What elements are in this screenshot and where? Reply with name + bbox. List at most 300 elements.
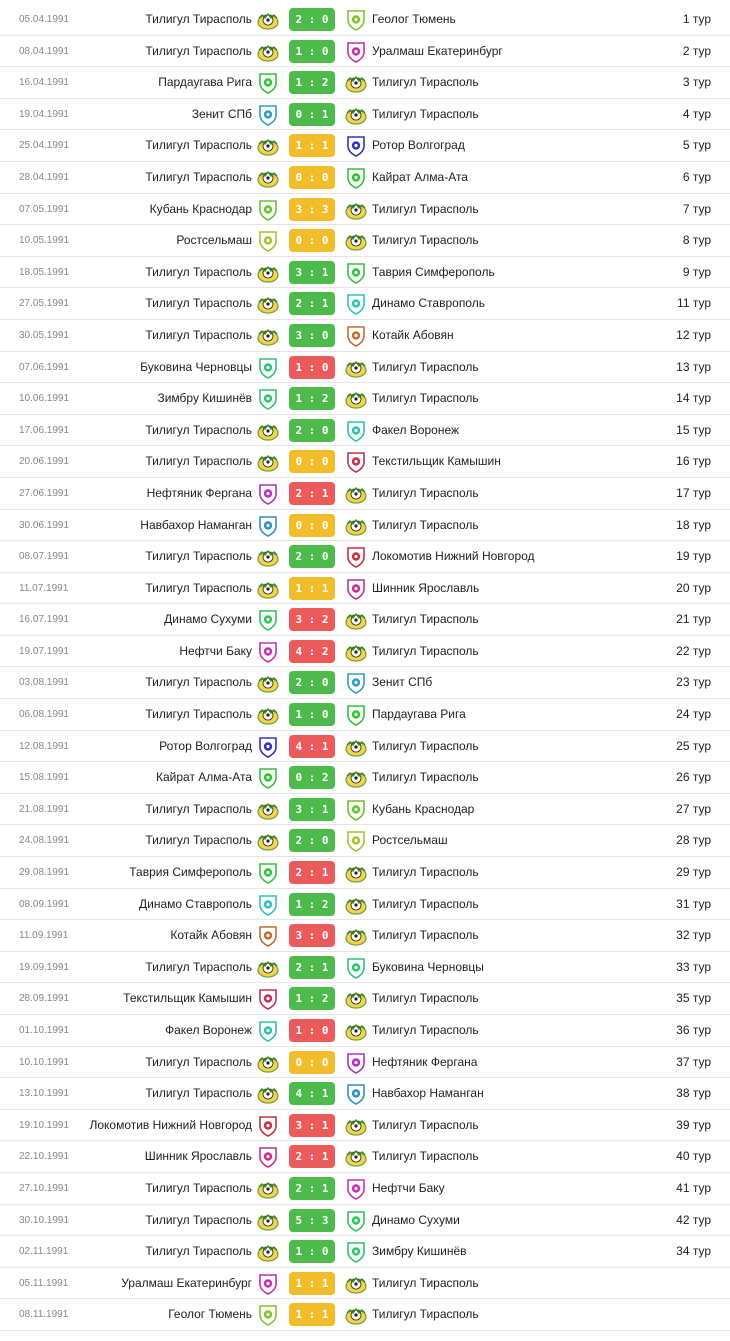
home-team-name[interactable]: Тилигул Тирасполь [145, 43, 252, 58]
home-team-name[interactable]: Тилигул Тирасполь [145, 169, 252, 184]
home-team-name[interactable]: Навбахор Наманган [140, 517, 252, 532]
match-row[interactable] [0, 1078, 730, 1110]
home-team-logo-icon[interactable] [257, 515, 279, 537]
match-score[interactable]: 1 : 2 [289, 893, 335, 916]
match-row[interactable] [0, 1015, 730, 1047]
away-team-name[interactable]: Тилигул Тирасполь [372, 485, 479, 500]
match-score[interactable]: 3 : 1 [289, 798, 335, 821]
match-round: 39 тур [676, 1117, 711, 1132]
away-team-logo-icon[interactable] [345, 41, 367, 63]
home-team-name[interactable]: Тилигул Тирасполь [145, 707, 252, 722]
home-team-logo-icon[interactable] [257, 1273, 279, 1295]
match-score[interactable]: 0 : 0 [289, 450, 335, 473]
match-date: 27.10.1991 [19, 1182, 70, 1194]
match-row[interactable] [0, 510, 730, 542]
away-team-logo-icon[interactable] [345, 262, 367, 284]
home-team-name[interactable]: Зенит СПб [191, 106, 252, 121]
match-date: 19.10.1991 [19, 1119, 70, 1131]
away-team-logo-icon[interactable] [345, 388, 367, 410]
match-date: 27.06.1991 [19, 487, 70, 499]
match-date: 08.09.1991 [19, 898, 70, 910]
away-team-logo-icon[interactable] [345, 451, 367, 473]
home-team-logo-icon[interactable] [257, 104, 279, 126]
match-round: 12 тур [676, 327, 711, 342]
home-team-logo-icon[interactable] [257, 135, 279, 157]
home-team-name[interactable]: Нефтяник Фергана [146, 485, 252, 500]
away-team-name[interactable]: Тилигул Тирасполь [372, 1307, 479, 1322]
match-date: 30.10.1991 [19, 1214, 70, 1226]
match-score[interactable]: 1 : 2 [289, 71, 335, 94]
home-team-name[interactable]: Тилигул Тирасполь [145, 422, 252, 437]
match-round: 3 тур [682, 75, 711, 90]
home-team-logo-icon[interactable] [257, 293, 279, 315]
away-team-logo-icon[interactable] [345, 1178, 367, 1200]
away-team-logo-icon[interactable] [345, 925, 367, 947]
home-team-logo-icon[interactable] [257, 988, 279, 1010]
home-team-name[interactable]: Уралмаш Екатеринбург [121, 1275, 252, 1290]
away-team-logo-icon[interactable] [345, 325, 367, 347]
away-team-name[interactable]: Тилигул Тирасполь [372, 201, 479, 216]
away-team-name[interactable]: Ростсельмаш [372, 833, 448, 848]
match-row[interactable] [0, 352, 730, 384]
match-row[interactable] [0, 1268, 730, 1300]
away-team-logo-icon[interactable] [345, 72, 367, 94]
away-team-logo-icon[interactable] [345, 830, 367, 852]
away-team-name[interactable]: Навбахор Наманган [372, 1086, 484, 1101]
away-team-logo-icon[interactable] [345, 1210, 367, 1232]
match-row[interactable] [0, 889, 730, 921]
away-team-name[interactable]: Тилигул Тирасполь [372, 865, 479, 880]
match-score[interactable]: 0 : 0 [289, 514, 335, 537]
match-row[interactable] [0, 541, 730, 573]
match-row[interactable] [0, 99, 730, 131]
home-team-logo-icon[interactable] [257, 388, 279, 410]
match-row[interactable] [0, 920, 730, 952]
away-team-name[interactable]: Динамо Сухуми [372, 1212, 460, 1227]
away-team-logo-icon[interactable] [345, 1273, 367, 1295]
away-team-logo-icon[interactable] [345, 1304, 367, 1326]
away-team-logo-icon[interactable] [345, 1146, 367, 1168]
home-team-name[interactable]: Тилигул Тирасполь [145, 580, 252, 595]
match-round: 40 тур [676, 1149, 711, 1164]
away-team-name[interactable]: Зимбру Кишинёв [372, 1244, 467, 1259]
match-date: 05.04.1991 [19, 14, 70, 25]
match-date: 11.09.1991 [19, 930, 69, 942]
home-team-logo-icon[interactable] [257, 894, 279, 916]
match-date: 24.08.1991 [19, 835, 70, 847]
home-team-name[interactable]: Тилигул Тирасполь [145, 1212, 252, 1227]
match-date: 10.10.1991 [19, 1056, 70, 1068]
match-round: 11 тур [677, 296, 711, 311]
match-date: 10.05.1991 [19, 235, 70, 247]
home-team-logo-icon[interactable] [257, 799, 279, 821]
home-team-name[interactable]: Текстильщик Камышин [123, 991, 252, 1006]
match-score[interactable]: 2 : 1 [289, 1145, 335, 1168]
away-team-logo-icon[interactable] [345, 641, 367, 663]
away-team-logo-icon[interactable] [345, 104, 367, 126]
home-team-logo-icon[interactable] [257, 736, 279, 758]
home-team-name[interactable]: Тилигул Тирасполь [145, 12, 252, 26]
home-team-logo-icon[interactable] [257, 451, 279, 473]
match-round: 2 тур [682, 43, 711, 58]
away-team-name[interactable]: Уралмаш Екатеринбург [372, 43, 503, 58]
away-team-logo-icon[interactable] [345, 1020, 367, 1042]
match-score[interactable]: 4 : 2 [289, 640, 335, 663]
match-score[interactable]: 2 : 0 [289, 419, 335, 442]
away-team-logo-icon[interactable] [345, 1052, 367, 1074]
match-date: 03.08.1991 [19, 677, 70, 689]
away-team-name[interactable]: Тилигул Тирасполь [372, 391, 479, 406]
match-row[interactable] [0, 573, 730, 605]
match-score[interactable]: 2 : 0 [289, 829, 335, 852]
match-score[interactable]: 0 : 0 [289, 1051, 335, 1074]
home-team-name[interactable]: Тилигул Тирасполь [145, 801, 252, 816]
home-team-name[interactable]: Тилигул Тирасполь [145, 1180, 252, 1195]
home-team-logo-icon[interactable] [257, 357, 279, 379]
match-date: 29.08.1991 [19, 867, 70, 879]
away-team-name[interactable]: Факел Воронеж [372, 422, 460, 437]
away-team-logo-icon[interactable] [345, 988, 367, 1010]
match-score[interactable]: 2 : 0 [289, 671, 335, 694]
match-score[interactable]: 1 : 2 [289, 387, 335, 410]
match-round: 22 тур [676, 643, 711, 658]
match-row[interactable] [0, 67, 730, 99]
match-score[interactable]: 2 : 1 [289, 482, 335, 505]
match-round: 27 тур [676, 801, 711, 816]
match-row[interactable] [0, 667, 730, 699]
match-row[interactable] [0, 415, 730, 447]
home-team-name[interactable]: Буковина Черновцы [140, 359, 252, 374]
match-score[interactable]: 3 : 1 [289, 1114, 335, 1137]
home-team-logo-icon[interactable] [257, 325, 279, 347]
away-team-name[interactable]: Ротор Волгоград [372, 138, 465, 153]
home-team-logo-icon[interactable] [257, 167, 279, 189]
home-team-name[interactable]: Геолог Тюмень [168, 1307, 252, 1322]
away-team-name[interactable]: Тилигул Тирасполь [372, 75, 479, 90]
match-row[interactable] [0, 320, 730, 352]
match-row[interactable] [0, 762, 730, 794]
home-team-name[interactable]: Локомотив Нижний Новгород [89, 1117, 252, 1132]
home-team-name[interactable]: Тилигул Тирасполь [145, 549, 252, 564]
home-team-name[interactable]: Тилигул Тирасполь [145, 296, 252, 311]
away-team-logo-icon[interactable] [345, 736, 367, 758]
match-row[interactable] [0, 1299, 730, 1331]
away-team-logo-icon[interactable] [345, 1115, 367, 1137]
home-team-logo-icon[interactable] [257, 767, 279, 789]
away-team-logo-icon[interactable] [345, 894, 367, 916]
match-round: 8 тур [682, 233, 711, 248]
home-team-name[interactable]: Тилигул Тирасполь [145, 1244, 252, 1259]
home-team-name[interactable]: Нефтчи Баку [179, 643, 252, 658]
match-score[interactable]: 3 : 3 [289, 198, 335, 221]
match-round: 35 тур [676, 991, 711, 1006]
away-team-name[interactable]: Тилигул Тирасполь [372, 1023, 479, 1037]
home-team-name[interactable]: Факел Воронеж [164, 1023, 252, 1037]
home-team-logo-icon[interactable] [257, 1178, 279, 1200]
away-team-name[interactable]: Тилигул Тирасполь [372, 359, 479, 374]
away-team-name[interactable]: Тилигул Тирасполь [372, 738, 479, 753]
match-row[interactable] [0, 194, 730, 226]
match-score[interactable]: 2 : 0 [289, 545, 335, 568]
match-row[interactable] [0, 636, 730, 668]
match-row[interactable] [0, 983, 730, 1015]
match-row[interactable] [0, 794, 730, 826]
match-row[interactable] [0, 225, 730, 257]
home-team-name[interactable]: Пардаугава Рига [158, 75, 252, 90]
home-team-logo-icon[interactable] [257, 641, 279, 663]
match-score[interactable]: 1 : 0 [289, 356, 335, 379]
match-score[interactable]: 2 : 1 [289, 956, 335, 979]
home-team-logo-icon[interactable] [257, 925, 279, 947]
away-team-logo-icon[interactable] [345, 957, 367, 979]
home-team-logo-icon[interactable] [257, 830, 279, 852]
match-score[interactable]: 1 : 0 [289, 1240, 335, 1263]
away-team-logo-icon[interactable] [345, 578, 367, 600]
match-score[interactable]: 5 : 3 [289, 1209, 335, 1232]
match-row[interactable] [0, 857, 730, 889]
away-team-name[interactable]: Локомотив Нижний Новгород [372, 549, 535, 564]
match-score[interactable]: 3 : 0 [289, 924, 335, 947]
match-date: 30.06.1991 [19, 519, 70, 531]
away-team-name[interactable]: Тилигул Тирасполь [372, 1117, 479, 1132]
home-team-logo-icon[interactable] [257, 72, 279, 94]
away-team-logo-icon[interactable] [345, 357, 367, 379]
match-score[interactable]: 4 : 1 [289, 1082, 335, 1105]
away-team-name[interactable]: Тилигул Тирасполь [372, 517, 479, 532]
home-team-logo-icon[interactable] [257, 578, 279, 600]
away-team-logo-icon[interactable] [345, 9, 367, 31]
home-team-name[interactable]: Динамо Сухуми [164, 612, 252, 627]
match-row[interactable] [0, 130, 730, 162]
match-row[interactable] [0, 257, 730, 289]
match-round: 31 тур [676, 896, 711, 911]
away-team-logo-icon[interactable] [345, 167, 367, 189]
home-team-name[interactable]: Ротор Волгоград [159, 738, 252, 753]
away-team-logo-icon[interactable] [345, 799, 367, 821]
away-team-name[interactable]: Тилигул Тирасполь [372, 928, 479, 943]
match-score[interactable]: 3 : 2 [289, 608, 335, 631]
match-score[interactable]: 1 : 0 [289, 1019, 335, 1042]
match-round: 23 тур [676, 675, 711, 690]
match-score[interactable]: 3 : 0 [289, 324, 335, 347]
match-round: 25 тур [676, 738, 711, 753]
home-team-name[interactable]: Шинник Ярославль [144, 1149, 252, 1164]
home-team-logo-icon[interactable] [257, 1052, 279, 1074]
match-round: 4 тур [682, 106, 711, 121]
match-row[interactable] [0, 1173, 730, 1205]
home-team-name[interactable]: Тилигул Тирасполь [145, 264, 252, 279]
home-team-logo-icon[interactable] [257, 957, 279, 979]
match-date: 21.08.1991 [19, 803, 70, 815]
away-team-logo-icon[interactable] [345, 767, 367, 789]
away-team-name[interactable]: Тилигул Тирасполь [372, 1149, 479, 1164]
home-team-logo-icon[interactable] [257, 546, 279, 568]
home-team-logo-icon[interactable] [257, 672, 279, 694]
match-round: 17 тур [676, 485, 711, 500]
match-row[interactable] [0, 825, 730, 857]
match-row[interactable] [0, 731, 730, 763]
home-team-name[interactable]: Тилигул Тирасполь [145, 833, 252, 848]
match-row[interactable] [0, 699, 730, 731]
away-team-name[interactable]: Тилигул Тирасполь [372, 612, 479, 627]
match-list [0, 4, 730, 1331]
home-team-logo-icon[interactable] [257, 262, 279, 284]
match-row[interactable] [0, 383, 730, 415]
match-score[interactable]: 0 : 2 [289, 766, 335, 789]
home-team-name[interactable]: Ростсельмаш [176, 233, 252, 248]
match-round: 41 тур [676, 1180, 711, 1195]
match-row[interactable] [0, 1141, 730, 1173]
away-team-logo-icon[interactable] [345, 546, 367, 568]
home-team-logo-icon[interactable] [257, 1304, 279, 1326]
match-score[interactable]: 1 : 1 [289, 1272, 335, 1295]
away-team-name[interactable]: Тилигул Тирасполь [372, 643, 479, 658]
match-date: 27.05.1991 [19, 298, 70, 310]
match-score[interactable]: 1 : 2 [289, 987, 335, 1010]
home-team-name[interactable]: Котайк Абовян [170, 928, 252, 943]
match-score[interactable]: 4 : 1 [289, 735, 335, 758]
away-team-logo-icon[interactable] [345, 704, 367, 726]
away-team-name[interactable]: Пардаугава Рига [372, 707, 466, 722]
match-date: 18.05.1991 [19, 266, 70, 278]
match-score[interactable]: 2 : 0 [289, 8, 335, 31]
home-team-name[interactable]: Тилигул Тирасполь [145, 1086, 252, 1101]
match-score[interactable]: 2 : 1 [289, 861, 335, 884]
home-team-logo-icon[interactable] [257, 862, 279, 884]
home-team-logo-icon[interactable] [257, 483, 279, 505]
match-round: 18 тур [676, 517, 711, 532]
away-team-name[interactable]: Тилигул Тирасполь [372, 1275, 479, 1290]
away-team-name[interactable]: Нефтчи Баку [372, 1180, 445, 1195]
match-score[interactable]: 1 : 0 [289, 40, 335, 63]
away-team-name[interactable]: Динамо Ставрополь [372, 296, 485, 311]
match-round: 14 тур [676, 391, 711, 406]
match-row[interactable] [0, 1205, 730, 1237]
away-team-name[interactable]: Кубань Краснодар [372, 801, 475, 816]
away-team-name[interactable]: Шинник Ярославль [372, 580, 480, 595]
match-score[interactable]: 0 : 1 [289, 103, 335, 126]
home-team-name[interactable]: Тилигул Тирасполь [145, 454, 252, 469]
home-team-logo-icon[interactable] [257, 1241, 279, 1263]
away-team-name[interactable]: Тилигул Тирасполь [372, 896, 479, 911]
home-team-name[interactable]: Тилигул Тирасполь [145, 327, 252, 342]
home-team-name[interactable]: Тилигул Тирасполь [145, 138, 252, 153]
away-team-name[interactable]: Таврия Симферополь [372, 264, 495, 279]
match-score[interactable]: 3 : 1 [289, 261, 335, 284]
home-team-logo-icon[interactable] [257, 1210, 279, 1232]
home-team-name[interactable]: Зимбру Кишинёв [157, 391, 252, 406]
match-row[interactable] [0, 604, 730, 636]
match-row[interactable] [0, 162, 730, 194]
away-team-name[interactable]: Нефтяник Фергана [372, 1054, 478, 1069]
home-team-logo-icon[interactable] [257, 1083, 279, 1105]
away-team-name[interactable]: Тилигул Тирасполь [372, 770, 479, 785]
match-score[interactable]: 0 : 0 [289, 229, 335, 252]
away-team-name[interactable]: Котайк Абовян [372, 327, 454, 342]
home-team-logo-icon[interactable] [257, 1020, 279, 1042]
away-team-logo-icon[interactable] [345, 199, 367, 221]
away-team-logo-icon[interactable] [345, 293, 367, 315]
away-team-logo-icon[interactable] [345, 483, 367, 505]
match-date: 15.08.1991 [19, 772, 70, 784]
away-team-name[interactable]: Геолог Тюмень [372, 12, 456, 26]
away-team-name[interactable]: Зенит СПб [372, 675, 433, 690]
away-team-logo-icon[interactable] [345, 515, 367, 537]
match-row[interactable] [0, 446, 730, 478]
match-score[interactable]: 2 : 1 [289, 292, 335, 315]
match-row[interactable] [0, 36, 730, 68]
home-team-name[interactable]: Динамо Ставрополь [139, 896, 252, 911]
away-team-logo-icon[interactable] [345, 609, 367, 631]
away-team-name[interactable]: Тилигул Тирасполь [372, 106, 479, 121]
away-team-logo-icon[interactable] [345, 672, 367, 694]
home-team-logo-icon[interactable] [257, 199, 279, 221]
match-row[interactable] [0, 952, 730, 984]
home-team-logo-icon[interactable] [257, 9, 279, 31]
home-team-name[interactable]: Тилигул Тирасполь [145, 1054, 252, 1069]
home-team-logo-icon[interactable] [257, 704, 279, 726]
home-team-name[interactable]: Кайрат Алма-Ата [156, 770, 252, 785]
away-team-logo-icon[interactable] [345, 135, 367, 157]
match-score[interactable]: 1 : 1 [289, 134, 335, 157]
match-date: 01.10.1991 [19, 1025, 70, 1036]
match-row[interactable] [0, 1047, 730, 1079]
match-date: 22.10.1991 [19, 1151, 70, 1163]
home-team-logo-icon[interactable] [257, 420, 279, 442]
match-score[interactable]: 1 : 1 [289, 577, 335, 600]
away-team-name[interactable]: Буковина Черновцы [372, 959, 484, 974]
match-row[interactable] [0, 4, 730, 36]
away-team-name[interactable]: Кайрат Алма-Ата [372, 169, 468, 184]
match-date: 06.08.1991 [19, 709, 70, 721]
home-team-logo-icon[interactable] [257, 1115, 279, 1137]
home-team-logo-icon[interactable] [257, 230, 279, 252]
away-team-name[interactable]: Текстильщик Камышин [372, 454, 501, 469]
match-row[interactable] [0, 1110, 730, 1142]
away-team-logo-icon[interactable] [345, 230, 367, 252]
match-date: 28.09.1991 [19, 993, 70, 1005]
away-team-logo-icon[interactable] [345, 1241, 367, 1263]
home-team-name[interactable]: Кубань Краснодар [149, 201, 252, 216]
match-round: 33 тур [676, 959, 711, 974]
match-score[interactable]: 1 : 0 [289, 703, 335, 726]
match-score[interactable]: 0 : 0 [289, 166, 335, 189]
away-team-name[interactable]: Тилигул Тирасполь [372, 233, 479, 248]
home-team-logo-icon[interactable] [257, 1146, 279, 1168]
home-team-logo-icon[interactable] [257, 41, 279, 63]
home-team-name[interactable]: Таврия Симферополь [129, 865, 252, 880]
match-round: 29 тур [676, 865, 711, 880]
match-row[interactable] [0, 1236, 730, 1268]
match-date: 25.04.1991 [19, 140, 70, 152]
match-score[interactable]: 1 : 1 [289, 1303, 335, 1326]
away-team-logo-icon[interactable] [345, 1083, 367, 1105]
match-round: 24 тур [676, 707, 711, 722]
home-team-name[interactable]: Тилигул Тирасполь [145, 959, 252, 974]
away-team-name[interactable]: Тилигул Тирасполь [372, 991, 479, 1006]
match-date: 20.06.1991 [19, 456, 70, 468]
match-date: 19.04.1991 [19, 108, 70, 120]
match-date: 17.06.1991 [19, 424, 70, 436]
match-row[interactable] [0, 288, 730, 320]
away-team-logo-icon[interactable] [345, 420, 367, 442]
match-row[interactable] [0, 478, 730, 510]
away-team-logo-icon[interactable] [345, 862, 367, 884]
match-round: 16 тур [676, 454, 711, 469]
home-team-name[interactable]: Тилигул Тирасполь [145, 675, 252, 690]
match-score[interactable]: 2 : 1 [289, 1177, 335, 1200]
home-team-logo-icon[interactable] [257, 609, 279, 631]
